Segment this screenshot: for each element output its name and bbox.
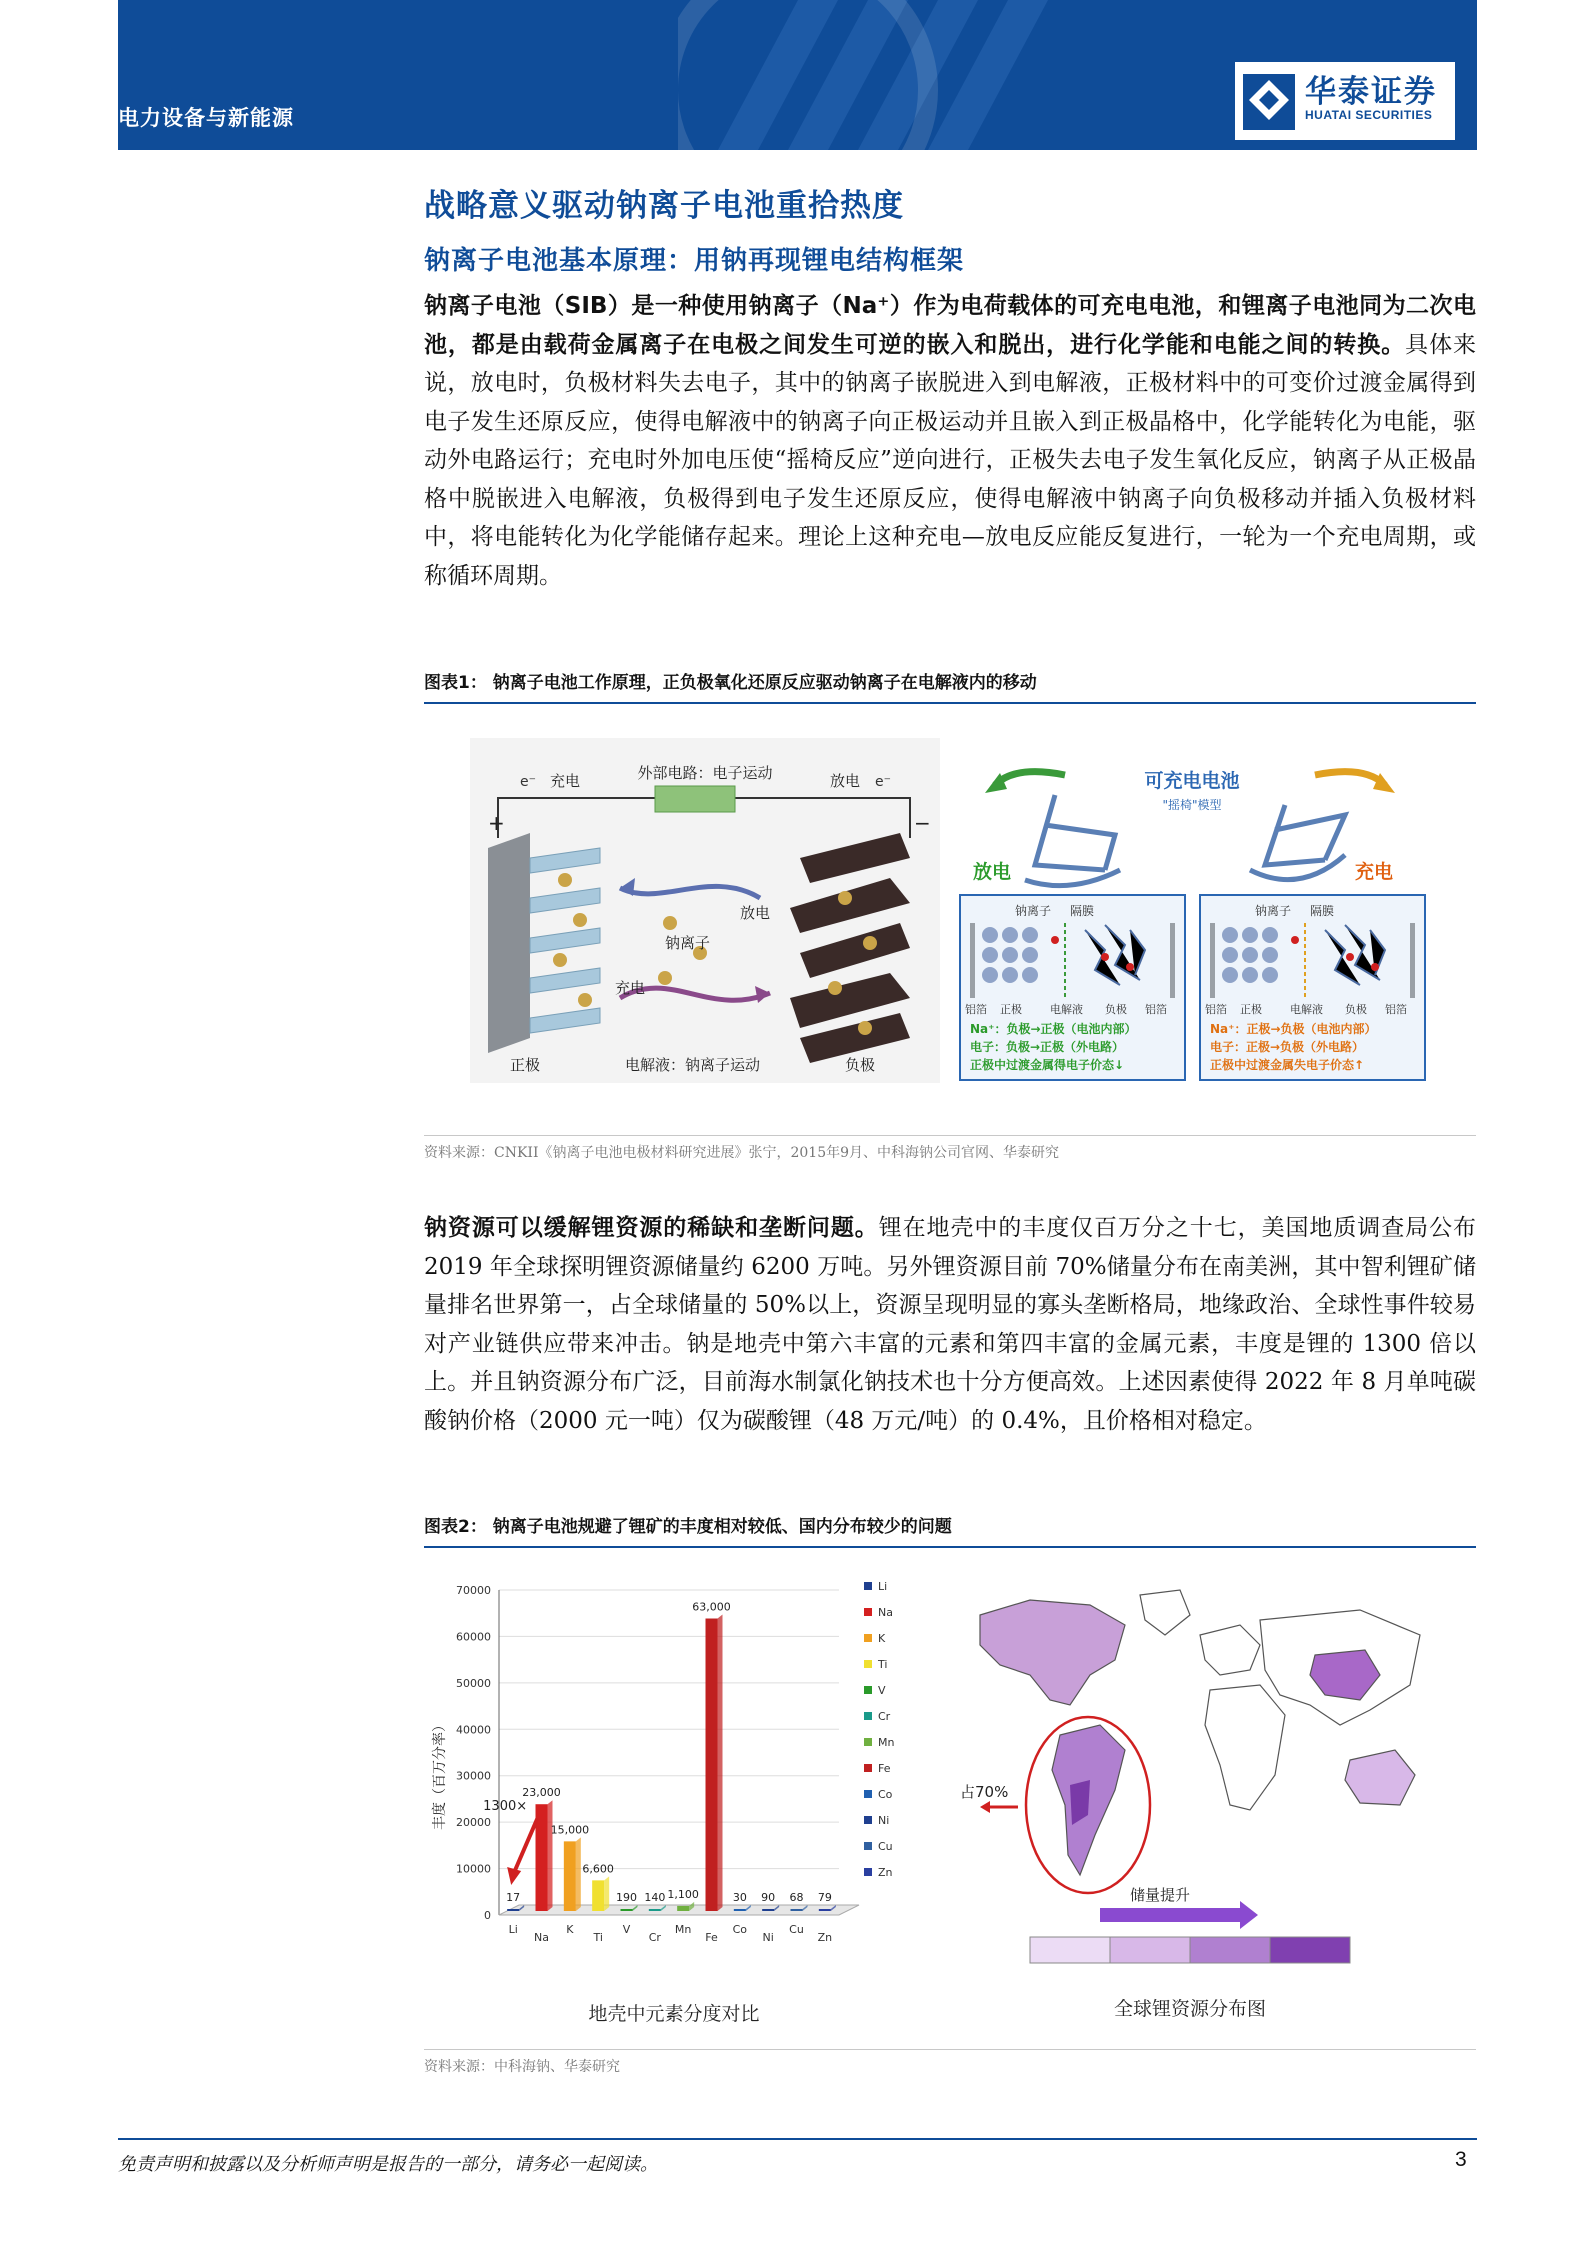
box2-line3: 正极中过渡金属失电子价态↑ (1210, 1058, 1365, 1072)
annotation-label: 1300× (483, 1799, 528, 1814)
legend-entry: Fe (878, 1762, 891, 1775)
legend-swatch (864, 1634, 872, 1642)
electron-symbol-right: e⁻ (875, 774, 892, 790)
footer-disclaimer: 免责声明和披露以及分析师声明是报告的一部分，请务必一起阅读。 (118, 2154, 658, 2175)
rocking-chair-left-icon (1025, 795, 1120, 886)
external-circuit-label: 外部电路：电子运动 (637, 764, 773, 782)
chart-title: 地壳中元素分度对比 (588, 2003, 760, 2025)
legend-entry: K (878, 1632, 886, 1645)
bar-mn (677, 1906, 689, 1911)
box2-label-separator: 隔膜 (1310, 904, 1335, 918)
annotation-arrow (515, 1818, 537, 1870)
abundance-bar-chart (424, 1560, 924, 2030)
map-legend-title: 储量提升 (1130, 1886, 1191, 1904)
y-tick-label: 40000 (456, 1723, 491, 1737)
value-label: 23,000 (522, 1786, 561, 1800)
legend-swatch (864, 1738, 872, 1746)
bar-co (734, 1909, 746, 1911)
y-tick-label: 30000 (456, 1769, 491, 1783)
charge-box (1200, 895, 1425, 1080)
logo-mark-icon (1243, 74, 1295, 130)
legend-swatch (864, 1660, 872, 1668)
legend-entry: Cr (878, 1710, 891, 1723)
legend-gradient-scale (1030, 1937, 1350, 1963)
paragraph2-body: 锂在地壳中的丰度仅百万分之十七，美国地质调查局公布 2019 年全球探明锂资源储量约 6200 万吨。另外锂资源目前 70%储量分布在南美洲，其中智利锂矿储量排名世界第一，占全球储量的 50%以上，资源呈现明显的寡头垄断格局，地缘政治、全球性事件较易对产业链供应带来冲击。钠是地壳中第六丰富的元素和第四丰富的金属元素，丰度是锂的 1300 倍以上。并且钠资源分布广泛，目前海水制氯化钠技术也十分方便高效。上述因素使得 2022 年 8 月单吨碳酸钠价格（2000 元一吨）仅为碳酸锂（48 万元/吨）的 0.4%，且价格相对稳定。 (424, 1215, 1477, 1434)
legend-swatch (864, 1608, 872, 1616)
paragraph-lead: 钠离子电池（SIB）是一种使用钠离子（Na⁺）作为电荷载体的可充电电池，和锂离子电池同为二次电池，都是由载荷金属离子在电极之间发生可逆的嵌入和脱出，进行化学能和电能之间的转换。 (424, 293, 1476, 358)
footer-divider (118, 2138, 1477, 2140)
box1-line3: 正极中过渡金属得电子价态↓ (970, 1058, 1125, 1072)
page-header (118, 0, 1477, 150)
figure2-source: 资料来源：中科海钠、华泰研究 (424, 2049, 1476, 2076)
bar-ti (592, 1880, 604, 1911)
value-label: 17 (506, 1891, 521, 1904)
discharge-label-top: 放电 (830, 772, 861, 790)
y-tick-label: 0 (484, 1909, 491, 1922)
category-label: Zn (817, 1931, 833, 1944)
rocking-chair-subtitle: "摇椅"模型 (1162, 798, 1222, 812)
figure1-source: 资料来源：CNKII《钠离子电池电极材料研究进展》张宁，2015年9月、中科海钠公司官网、华泰研究 (424, 1135, 1476, 1162)
box2-line1: Na⁺：正极→负极（电池内部） (1210, 1022, 1377, 1036)
bar-zn (819, 1909, 831, 1911)
box2-label-sodium: 钠离子 (1255, 904, 1292, 918)
y-tick-label: 10000 (456, 1862, 491, 1876)
rechargeable-title: 可充电电池 (1144, 770, 1240, 792)
category-label: Cr (648, 1931, 661, 1944)
paragraph2-lead: 钠资源可以缓解锂资源的稀缺和垄断问题。 (424, 1215, 879, 1241)
legend-entry: Ni (878, 1814, 890, 1827)
value-label: 68 (789, 1891, 804, 1904)
legend-entry: Mn (878, 1736, 895, 1749)
box2-label-foil-left: 铝箔 (1205, 1003, 1227, 1016)
legend-arrow-bar (1100, 1908, 1240, 1922)
bar-side-k (576, 1837, 581, 1911)
value-label: 140 (644, 1891, 666, 1904)
legend-swatch (864, 1712, 872, 1720)
minus-terminal: − (914, 811, 931, 835)
bar-cr (649, 1909, 661, 1911)
header-decoration (678, 0, 1158, 150)
box1-label-cathode: 正极 (1000, 1003, 1022, 1016)
y-tick-label: 60000 (456, 1630, 491, 1644)
box1-line1: Na⁺：负极→正极（电池内部） (970, 1022, 1137, 1036)
value-label: 90 (761, 1891, 776, 1904)
positive-label: 正极 (510, 1056, 541, 1074)
section-title: 战略意义驱动钠离子电池重拾热度 (424, 188, 904, 224)
company-logo (1235, 62, 1455, 140)
bar-cu (791, 1909, 803, 1911)
negative-label: 负极 (845, 1056, 876, 1074)
y-tick-label: 70000 (456, 1584, 491, 1597)
charge-label-top: 充电 (550, 772, 581, 790)
category-label: Co (732, 1923, 748, 1936)
y-tick-label: 50000 (456, 1676, 491, 1690)
legend-arrow-icon (1240, 1901, 1258, 1929)
world-lithium-map (940, 1575, 1440, 2035)
category-label: Ti (593, 1931, 603, 1944)
value-label: 30 (732, 1891, 747, 1904)
paragraph-body: 具体来说，放电时，负极材料失去电子，其中的钠离子嵌脱进入到电解液，正极材料中的可变价过渡金属得到电子发生还原反应，使得电解液中的钠离子向正极运动并且嵌入到正极晶格中，化学能转化为电能，驱动外电路运行；充电时外加电压使“摇椅反应”逆向进行，正极失去电子发生氧化反应，钠离子从正极晶格中脱嵌进入电解液，负极得到电子发生还原反应，使得电解液中钠离子向负极移动并插入负极材料中，将电能转化为化学能储存起来。理论上这种充电—放电反应能反复进行，一轮为一个充电周期，或称循环周期。 (424, 331, 1477, 589)
annotation-arrowhead (507, 1867, 521, 1885)
bar-fe (706, 1619, 718, 1912)
callout-arrow-icon (980, 1801, 990, 1813)
discharge-box (960, 895, 1185, 1080)
bar-side-ti (604, 1876, 609, 1911)
rocking-chair-right-icon (1250, 805, 1345, 880)
y-tick-label: 20000 (456, 1816, 491, 1830)
sodium-ion-label: 钠离子 (665, 934, 711, 952)
box1-label-separator: 隔膜 (1070, 904, 1095, 918)
bar-li (507, 1909, 519, 1911)
sector-label: 电力设备与新能源 (118, 106, 294, 130)
legend-entry: Ti (878, 1658, 888, 1671)
category-label: Fe (705, 1931, 718, 1944)
box2-label-foil-right: 铝箔 (1385, 1003, 1407, 1016)
legend-entry: Na (878, 1606, 893, 1619)
box2-label-electrolyte: 电解液 (1290, 1003, 1323, 1016)
value-label: 15,000 (550, 1823, 590, 1837)
section-subtitle: 钠离子电池基本原理：用钠再现锂电结构框架 (424, 246, 965, 276)
charge-arrow-label: 充电 (615, 979, 646, 997)
paragraph-resources (424, 1209, 1476, 1440)
map-callout-text: 占70% (960, 1783, 1009, 1801)
category-label: Mn (674, 1923, 692, 1936)
discharge-label: 放电 (973, 861, 1012, 883)
chart-plot-area (456, 1580, 894, 1944)
category-label: Cu (789, 1923, 804, 1936)
legend-swatch (864, 1790, 872, 1798)
value-label: 63,000 (692, 1600, 731, 1614)
electron-symbol-left: e⁻ (520, 774, 537, 790)
category-label: K (566, 1923, 574, 1936)
category-label: Na (534, 1931, 549, 1944)
page-number: 3 (1455, 2148, 1467, 2171)
box2-label-cathode: 正极 (1240, 1003, 1262, 1016)
logo-text-cn: 华泰证券 (1305, 74, 1437, 110)
bar-ni (762, 1909, 774, 1911)
category-label: Li (508, 1923, 518, 1936)
logo-text-en: HUATAI SECURITIES (1305, 108, 1433, 122)
legend-swatch (864, 1686, 872, 1694)
map-title: 全球锂资源分布图 (1113, 1998, 1267, 2020)
plus-terminal: + (488, 811, 505, 835)
value-label: 190 (616, 1891, 637, 1904)
value-label: 6,600 (582, 1862, 614, 1876)
legend-entry: Li (878, 1580, 888, 1593)
legend-entry: V (878, 1684, 886, 1697)
legend-swatch (864, 1582, 872, 1590)
bar-side-fe (718, 1615, 723, 1912)
paragraph-principle (424, 287, 1476, 595)
charge-label: 充电 (1355, 861, 1394, 883)
figure1-caption: 图表1： 钠离子电池工作原理，正负极氧化还原反应驱动钠离子在电解液内的移动 (424, 668, 1476, 704)
discharge-arrow-label: 放电 (740, 904, 771, 922)
box2-line2: 电子：正极→负极（外电路） (1210, 1040, 1365, 1054)
box1-label-sodium: 钠离子 (1015, 904, 1052, 918)
figure1-right-diagram (955, 745, 1430, 1085)
box1-label-anode: 负极 (1105, 1003, 1127, 1016)
box1-label-foil-right: 铝箔 (1145, 1003, 1167, 1016)
legend-swatch (864, 1764, 872, 1772)
legend-swatch (864, 1868, 872, 1876)
figure1-left-diagram (470, 738, 940, 1083)
legend-entry: Co (878, 1788, 893, 1801)
box1-line2: 电子：负极→正极（外电路） (970, 1040, 1125, 1054)
legend-swatch (864, 1816, 872, 1824)
box1-label-foil-left: 铝箔 (965, 1003, 987, 1016)
category-label: Ni (762, 1931, 774, 1944)
load-resistor (655, 786, 735, 812)
value-label: 79 (817, 1891, 832, 1904)
electrolyte-label: 电解液：钠离子运动 (625, 1056, 761, 1074)
legend-swatch (864, 1842, 872, 1850)
bar-k (564, 1841, 576, 1911)
chart-y-axis-label: 丰度（百万分率） (432, 1718, 448, 1830)
bar-side-na (548, 1800, 553, 1911)
box2-label-anode: 负极 (1345, 1003, 1367, 1016)
figure2-caption: 图表2： 钠离子电池规避了锂矿的丰度相对较低、国内分布较少的问题 (424, 1512, 1476, 1548)
legend-entry: Zn (878, 1866, 893, 1879)
bar-v (621, 1909, 633, 1911)
world-map-outlines (980, 1590, 1420, 1875)
box1-label-electrolyte: 电解液 (1050, 1003, 1083, 1016)
category-label: V (622, 1923, 631, 1936)
value-label: 1,100 (667, 1887, 699, 1901)
legend-entry: Cu (878, 1840, 893, 1853)
